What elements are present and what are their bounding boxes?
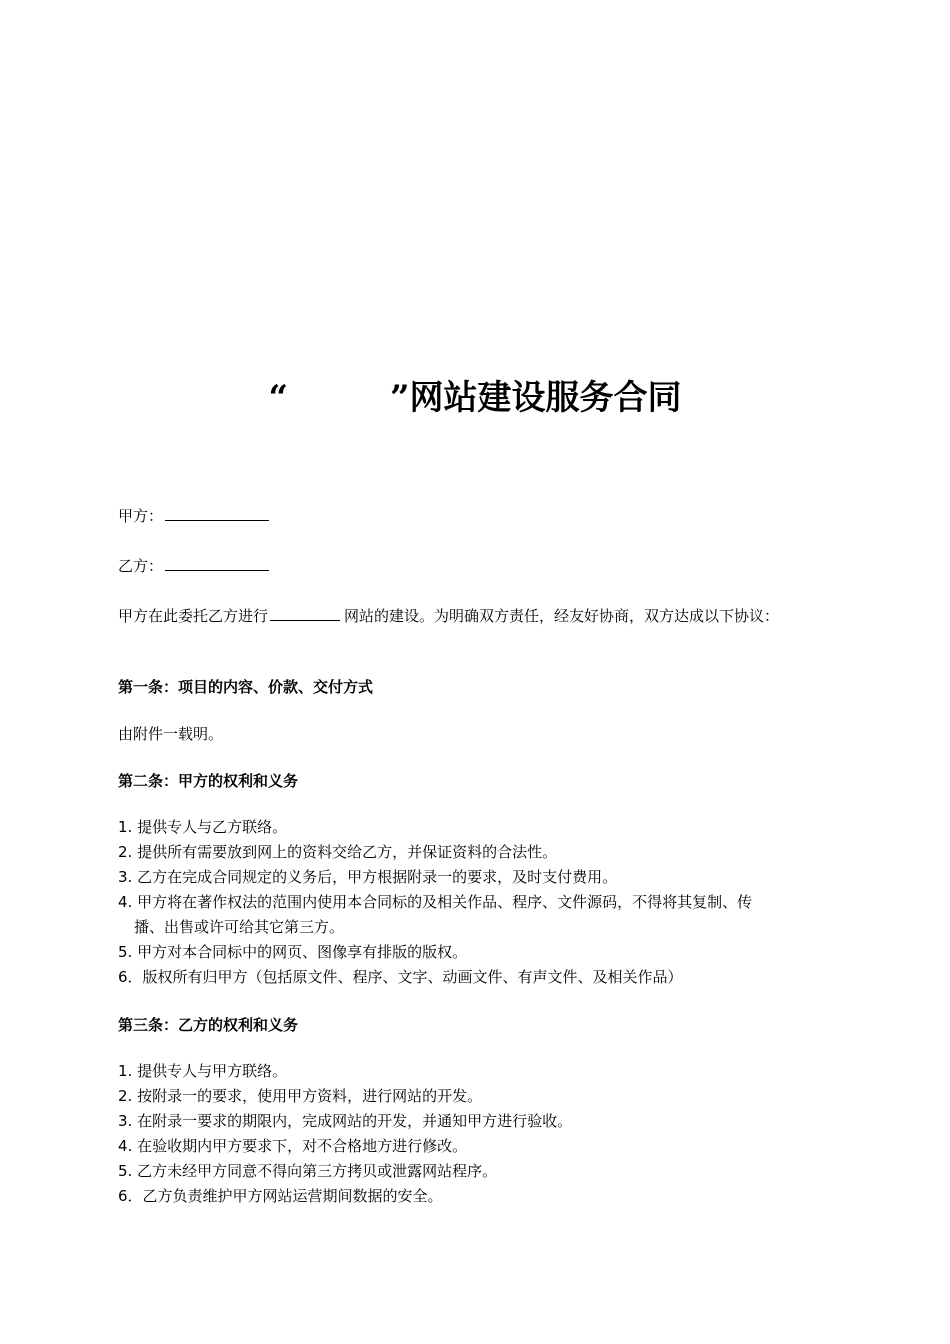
website-name-blank [270, 604, 340, 621]
document-title: “ ”网站建设服务合同 [268, 378, 682, 418]
party-a-line [118, 504, 269, 527]
article2-item-continuation: 播、出售或许可给其它第三方。 [134, 918, 345, 936]
article3-item: 6．乙方负责维护甲方网站运营期间数据的安全。 [118, 1187, 443, 1205]
article3-item: 3. 在附录一要求的期限内，完成网站的开发，并通知甲方进行验收。 [118, 1112, 573, 1130]
party-a-blank [165, 504, 269, 521]
article1-heading: 第一条：项目的内容、价款、交付方式 [118, 678, 374, 696]
article3-heading: 第三条：乙方的权利和义务 [118, 1016, 299, 1034]
intro-paragraph [118, 604, 779, 627]
intro-after: 网站的建设。为明确双方责任，经友好协商，双方达成以下协议： [344, 607, 780, 625]
article3-item: 1. 提供专人与甲方联络。 [118, 1062, 288, 1080]
article2-heading: 第二条：甲方的权利和义务 [118, 772, 299, 790]
party-b-label: 乙方： [118, 557, 164, 575]
party-a-label: 甲方： [118, 507, 164, 525]
article2-item: 3. 乙方在完成合同规定的义务后，甲方根据附录一的要求，及时支付费用。 [118, 868, 618, 886]
article2-item: 5. 甲方对本合同标中的网页、图像享有排版的版权。 [118, 943, 468, 961]
article2-item: 2. 提供所有需要放到网上的资料交给乙方，并保证资料的合法性。 [118, 843, 558, 861]
article1-body: 由附件一载明。 [118, 725, 224, 743]
article2-item: 6．版权所有归甲方（包括原文件、程序、文字、动画文件、有声文件、及相关作品） [118, 968, 683, 986]
article2-item: 1. 提供专人与乙方联络。 [118, 818, 288, 836]
intro-before: 甲方在此委托乙方进行 [118, 607, 269, 625]
article3-item: 4. 在验收期内甲方要求下，对不合格地方进行修改。 [118, 1137, 468, 1155]
article3-item: 5. 乙方未经甲方同意不得向第三方拷贝或泄露网站程序。 [118, 1162, 498, 1180]
article3-item: 2. 按附录一的要求，使用甲方资料，进行网站的开发。 [118, 1087, 483, 1105]
party-b-blank [165, 554, 269, 571]
party-b-line [118, 554, 269, 577]
article2-item: 4. 甲方将在著作权法的范围内使用本合同标的及相关作品、程序、文件源码，不得将其复制、传 [118, 893, 753, 911]
